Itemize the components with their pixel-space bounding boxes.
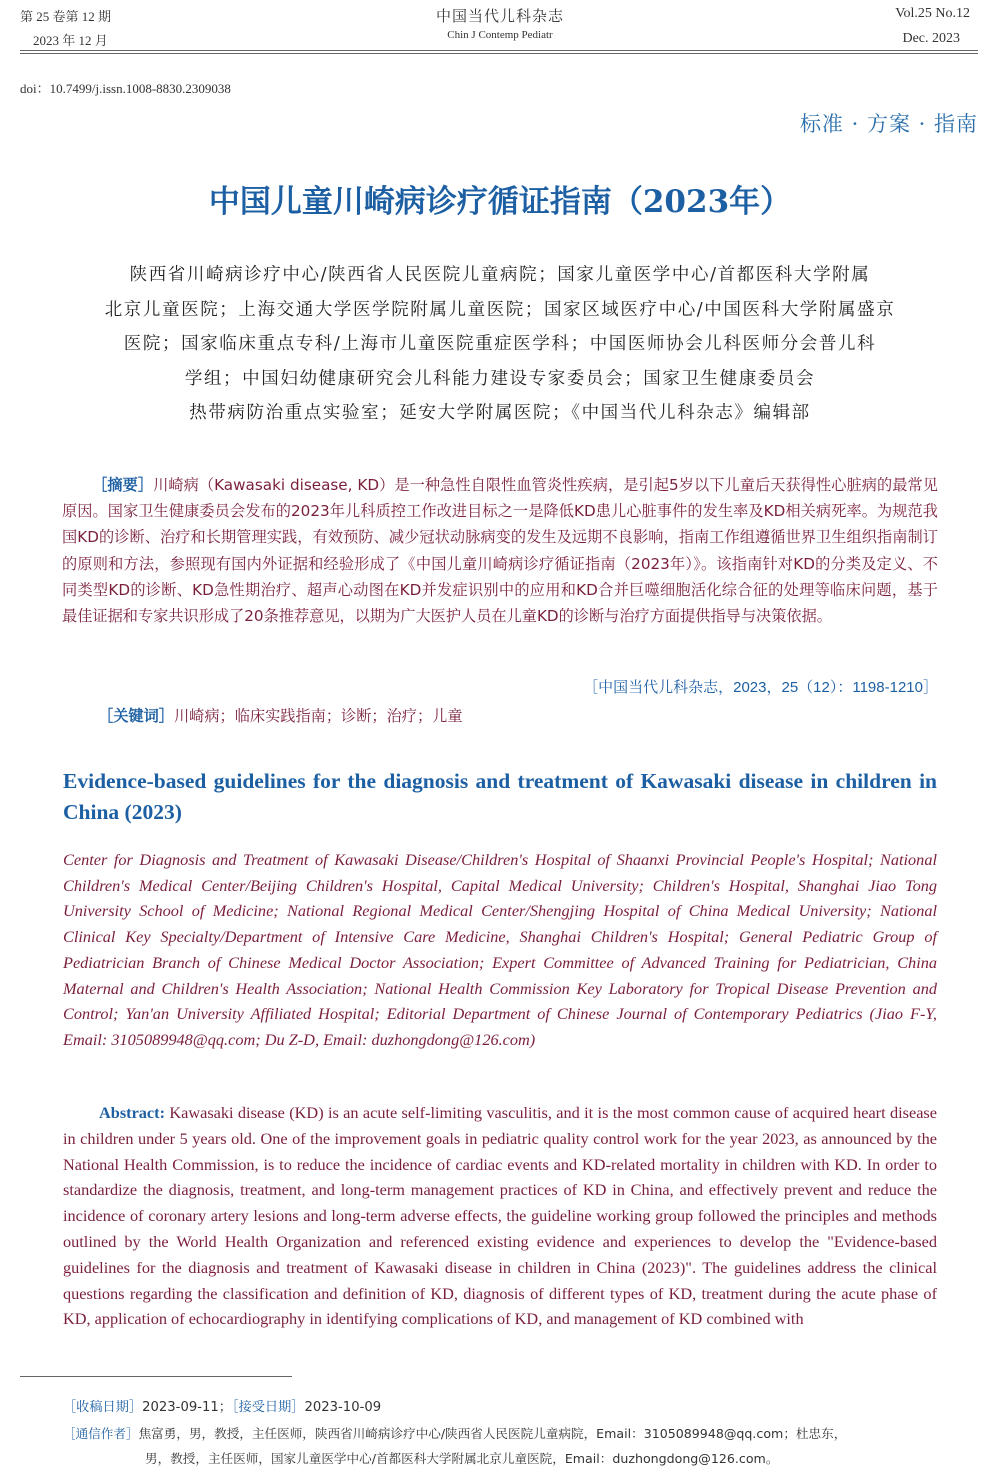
abstract-cn-text: 川崎病（Kawasaki disease, KD）是一种急性自限性血管炎性疾病，是引起5岁以下儿童后天获得性心脏病的最常见原因。国家卫生健康委员会发布的2023年儿科质控工作改进目标之一是降低KD患儿心脏事件的发生率及KD相关病死率。为规范我国KD的诊断、治疗和长期管理实践，有效预防、减少冠状动脉病变的发生及远期不良影响，指南工作组遵循世界卫生组织指南制订的原则和方法，参照现有国内外证据和经验形成了《中国儿童川崎病诊疗循证指南（2023年）》。该指南针对KD的分类及定义、不同类型KD的诊断、KD急性期治疗、超声心动图在KD并发症识别中的应用和KD合并巨噬细胞活化综合征的处理等临床问题，基于最佳证据和专家共识形成了20条推荐意见，以期为广大医护人员在儿童KD的诊断与治疗方面提供指导与决策依据。 [62,476,938,626]
affiliation-line: 学组；中国妇幼健康研究会儿科能力建设专家委员会；国家卫生健康委员会 [184,368,816,389]
footnote-rule [20,1376,292,1377]
header-volume-issue-cn: 第 25 卷第 12 期 [20,9,112,24]
abstract-en-text: Kawasaki disease (KD) is an acute self-limiting vasculitis, and it is the most common cause of acquired heart disease in children under 5 years old. One of the improvement goals in pediatric quality control work for the year 2023, as announced by the National Health Commission, is to reduce the incidence of cardiac events and KD-related mortality in children with KD. In order to standardize the diagnosis, treatment, and long-term management practices of KD in China, and effectively prevent and reduce the incidence of coronary artery lesions and long-term adverse effects, the guideline working group followed the principles and methods outlined by the World Health Organization and referenced existing evidence and experiences to develop the "Evidence-based guidelines for the diagnosis and treatment of Kawasaki disease in children in China (2023)". The guidelines address the clinical questions regarding the classification and definition of KD, diagnosis of different types of KD, treatment during the acute phase of KD, application of echocardiography in identifying complications of KD, and management of KD combined with [63,1103,937,1329]
footnote-corresponding [63,1422,943,1446]
header-date-en: Dec. 2023 [902,31,960,46]
header-date-cn: 2023 年 12 月 [33,33,108,48]
corresponding-label: ［通信作者］ [63,1426,139,1441]
keywords-cn [98,705,463,726]
doi[interactable]: doi：10.7499/j.issn.1008-8830.2309038 [20,81,231,96]
affiliation-line: 北京儿童医院；上海交通大学医学院附属儿童医院；国家区域医疗中心/中国医科大学附属盛京 [104,299,896,320]
citation: ［中国当代儿科杂志，2023，25（12）：1198-1210］ [583,679,938,696]
header-rule-bottom [20,53,978,54]
corresponding-line1: 焦富勇，男，教授，主任医师，陕西省川崎病诊疗中心/陕西省人民医院儿童病院，Email：3105089948@qq.com；杜忠东， [138,1426,847,1441]
accepted-label: ［接受日期］ [231,1400,305,1415]
section-tag: 标准 · 方案 · 指南 [799,112,978,136]
received-date: 2023-09-11； [142,1400,232,1415]
header-rule-top [20,50,978,51]
footnote-dates [63,1396,943,1420]
header-volume-issue-en: Vol.25 No.12 [895,6,970,21]
header-journal-en: Chin J Contemp Pediatr [447,29,553,41]
affiliation-line: 医院；国家临床重点专科/上海市儿童医院重症医学科；中国医师协会儿科医师分会普儿科 [123,334,877,354]
abstract-en-label: Abstract: [99,1103,166,1122]
title-cn: 中国儿童川崎病诊疗循证指南（2023年） [208,184,792,220]
affiliation-line: 热带病防治重点实验室；延安大学附属医院；《中国当代儿科杂志》编辑部 [189,403,811,423]
received-label: ［收稿日期］ [63,1400,143,1415]
keywords-cn-label: ［关键词］ [98,707,174,725]
abstract-cn [62,472,938,629]
footnote-corresponding-cont: 男，教授，主任医师，国家儿童医学中心/首都医科大学附属北京儿童医院，Email：duzhongdong@126.com。 [145,1451,779,1466]
affiliations-en: Center for Diagnosis and Treatment of Kawasaki Disease/Children's Hospital of Shaanxi Provincial People's Hospital; National Children's Medical Center/Beijing Children's Hospital, Capital Medical University; Children's Hospital, Shanghai Jiao Tong University School of Medicine; National Regional Medical Center/Shengjing Hospital of China Medical University; National Clinical Key Specialty/Department of Intensive Care Medicine, Shanghai Children's Hospital; General Pediatric Group of Pediatrician Branch of Chinese Medical Doctor Association; Expert Committee of Advanced Training for Pediatrician, China Maternal and Children's Health Association; National Health Commission Key Laboratory for Tropical Disease Prevention and Control; Yan'an University Affiliated Hospital; Editorial Department of Chinese Journal of Contemporary Pediatrics (Jiao F-Y, Email: 3105089948@qq.com; Du Z-D, Email: duzhongdong@126.com) [63,850,937,1049]
header-journal-cn: 中国当代儿科杂志 [435,7,564,25]
affiliation-line: 陕西省川崎病诊疗中心/陕西省人民医院儿童病院；国家儿童医学中心/首都医科大学附属 [129,265,871,285]
abstract-en [63,1100,937,1332]
abstract-cn-label: ［摘要］ [92,476,154,494]
keywords-cn-text: 川崎病；临床实践指南；诊断；治疗；儿童 [173,707,463,725]
affiliations-cn [40,258,960,431]
title-en: Evidence-based guidelines for the diagnosis and treatment of Kawasaki disease in children in China (2023) [63,769,937,824]
accepted-date: 2023-10-09 [304,1400,382,1415]
